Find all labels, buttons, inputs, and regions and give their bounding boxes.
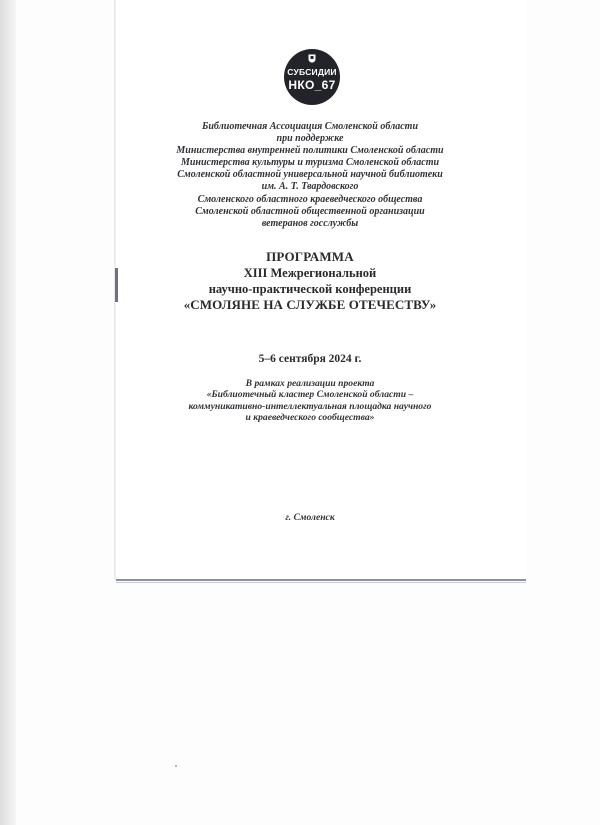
- logo-text-top: СУБСИДИИ: [287, 67, 337, 77]
- project-line: В рамках реализации проекта: [245, 378, 375, 389]
- conference-title: «СМОЛЯНЕ НА СЛУЖБЕ ОТЕЧЕСТВУ»: [183, 297, 437, 312]
- program-heading: ПРОГРАММА: [266, 249, 354, 264]
- conference-line: научно-практической конференции: [208, 281, 412, 296]
- page-bottom-edge: [116, 579, 526, 581]
- organizer-line: Смоленской областной универсальной научной библиотеки: [177, 169, 443, 181]
- organizer-line: при поддержке: [276, 133, 344, 145]
- subsidies-logo: [284, 49, 340, 105]
- scan-speck: [175, 765, 177, 767]
- organizer-line: Смоленской областной общественной организации: [195, 205, 425, 217]
- organizer-line: Смоленского областного краеведческого общества: [197, 193, 423, 205]
- organizer-line: им. А. Т. Твардовского: [261, 181, 359, 193]
- project-line: «Библиотечный кластер Смоленской области –: [206, 389, 414, 401]
- page-binding-mark: [115, 268, 118, 302]
- conference-line: XIII Межрегиональной: [243, 266, 377, 280]
- organizer-line: Библиотечная Ассоциация Смоленской области: [201, 121, 419, 132]
- logo-text-bottom: НКО_67: [288, 78, 336, 92]
- organizer-line: ветеранов госслужбы: [261, 217, 359, 229]
- organizer-line: Министерства культуры и туризма Смоленской области: [180, 157, 440, 169]
- conference-heading: [160, 266, 460, 313]
- scanner-edge: [0, 0, 16, 825]
- project-line: коммуникативно-интеллектуальная площадка научного: [188, 400, 432, 412]
- coat-of-arms-icon: [308, 54, 316, 63]
- conference-dates: 5–6 сентября 2024 г.: [258, 353, 362, 365]
- project-line: и краеведческого сообщества»: [245, 412, 375, 424]
- page-bottom-shadow: [116, 582, 526, 583]
- project-note: [160, 378, 460, 424]
- organizers-block: [160, 121, 460, 230]
- city-name: г. Смоленск: [285, 512, 335, 523]
- organizer-line: Министерства внутренней политики Смоленской области: [176, 145, 444, 157]
